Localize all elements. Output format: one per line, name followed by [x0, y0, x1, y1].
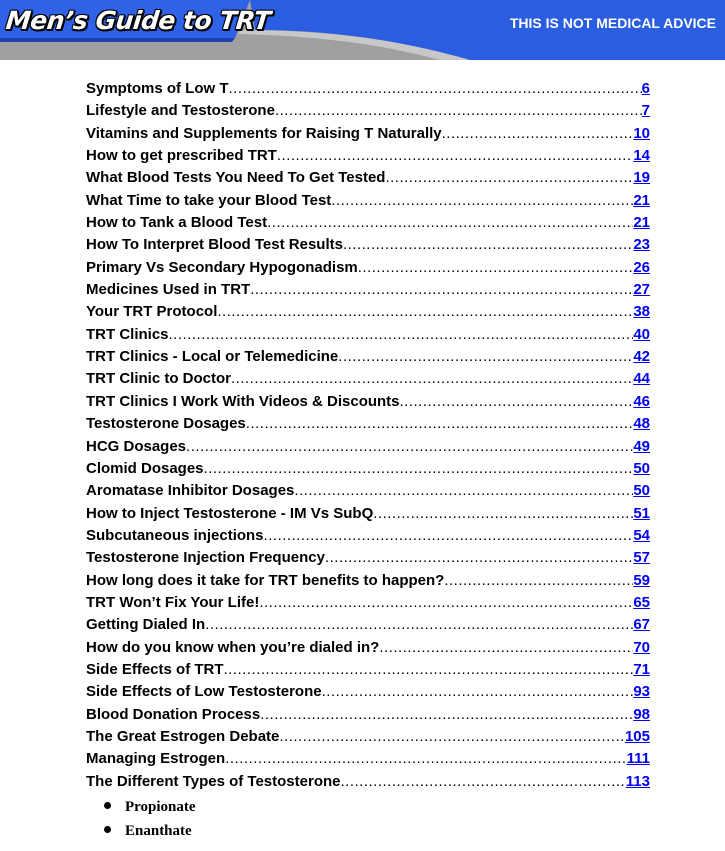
- toc-dot-leader: [373, 505, 633, 522]
- toc-entry-label: Clomid Dosages: [86, 459, 204, 477]
- toc-page-link[interactable]: 10: [633, 124, 650, 142]
- toc-page-link[interactable]: 70: [633, 638, 650, 656]
- toc-page-link[interactable]: 21: [633, 214, 650, 232]
- toc-entry[interactable]: [86, 393, 650, 415]
- list-item: [104, 820, 196, 844]
- toc-entry[interactable]: [86, 125, 650, 147]
- toc-entry-label: HCG Dosages: [86, 437, 187, 455]
- list-item: [104, 796, 196, 820]
- disclaimer-text: THIS IS NOT MEDICAL ADVICE: [509, 15, 716, 31]
- toc-entry[interactable]: [86, 303, 650, 325]
- toc-entry[interactable]: [86, 438, 650, 460]
- toc-dot-leader: [259, 594, 633, 611]
- toc-dot-leader: [340, 773, 625, 790]
- toc-entry[interactable]: [86, 259, 650, 281]
- toc-page-link[interactable]: 46: [633, 392, 650, 410]
- list-item-label: Enanthate: [125, 823, 192, 839]
- toc-entry[interactable]: [86, 639, 650, 661]
- toc-entry[interactable]: [86, 460, 650, 482]
- toc-entry-label: How to get prescribed TRT: [86, 147, 277, 165]
- toc-dot-leader: [267, 214, 633, 231]
- toc-dot-leader: [260, 706, 633, 723]
- toc-dot-leader: [205, 616, 633, 633]
- toc-dot-leader: [358, 259, 634, 276]
- toc-entry-label: The Great Estrogen Debate: [86, 727, 280, 745]
- toc-entry[interactable]: [86, 80, 650, 102]
- toc-page-link[interactable]: 48: [633, 415, 650, 433]
- toc-page-link[interactable]: 19: [633, 169, 650, 187]
- toc-entry[interactable]: [86, 102, 650, 124]
- toc-page-link[interactable]: 44: [633, 370, 650, 388]
- toc-page-link[interactable]: 57: [633, 549, 650, 567]
- toc-page-link[interactable]: 38: [633, 303, 650, 321]
- toc-dot-leader: [343, 236, 633, 253]
- toc-entry-label: Side Effects of Low Testosterone: [86, 683, 322, 701]
- toc-dot-leader: [186, 438, 633, 455]
- toc-page-link[interactable]: 54: [633, 526, 650, 544]
- toc-dot-leader: [275, 102, 642, 119]
- toc-entry[interactable]: [86, 594, 650, 616]
- toc-dot-leader: [442, 125, 634, 142]
- toc-page-link[interactable]: 113: [625, 772, 650, 790]
- toc-entry[interactable]: [86, 572, 650, 594]
- toc-page-link[interactable]: 111: [626, 750, 650, 768]
- toc-page-link[interactable]: 71: [633, 660, 650, 678]
- toc-dot-leader: [231, 370, 633, 387]
- toc-entry[interactable]: [86, 236, 650, 258]
- toc-page-link[interactable]: 42: [633, 348, 650, 366]
- toc-entry-label: How do you know when you’re dialed in?: [86, 638, 380, 656]
- header-banner: [0, 0, 725, 60]
- toc-entry-label: TRT Clinics: [86, 325, 169, 343]
- toc-dot-leader: [217, 303, 633, 320]
- toc-entry[interactable]: [86, 773, 650, 795]
- toc-entry[interactable]: [86, 750, 650, 772]
- bullet-icon: [104, 826, 111, 833]
- toc-page-link[interactable]: 50: [633, 482, 650, 500]
- toc-dot-leader: [444, 572, 633, 589]
- toc-dot-leader: [169, 326, 634, 343]
- toc-entry[interactable]: [86, 192, 650, 214]
- toc-entry-label: Vitamins and Supplements for Raising T Naturally: [86, 124, 442, 142]
- toc-dot-leader: [264, 527, 634, 544]
- toc-dot-leader: [229, 80, 642, 97]
- toc-entry-label: TRT Clinics I Work With Videos & Discounts: [86, 392, 400, 410]
- toc-dot-leader: [250, 281, 633, 298]
- toc-entry-label: What Blood Tests You Need To Get Tested: [86, 169, 386, 187]
- toc-entry-label: How to Tank a Blood Test: [86, 214, 268, 232]
- toc-entry[interactable]: [86, 683, 650, 705]
- toc-page-link[interactable]: 27: [633, 281, 650, 299]
- toc-entry-label: Your TRT Protocol: [86, 303, 218, 321]
- toc-page-link[interactable]: 7: [641, 102, 650, 120]
- toc-entry-label: Blood Donation Process: [86, 705, 261, 723]
- toc-entry-label: Lifestyle and Testosterone: [86, 102, 275, 120]
- toc-page-link[interactable]: 67: [633, 616, 650, 634]
- toc-entry[interactable]: [86, 214, 650, 236]
- toc-page-link[interactable]: 105: [624, 727, 650, 745]
- toc-entry-label: How To Interpret Blood Test Results: [86, 236, 343, 254]
- toc-dot-leader: [246, 415, 634, 432]
- toc-entry[interactable]: [86, 616, 650, 638]
- toc-dot-leader: [331, 192, 633, 209]
- toc-dot-leader: [294, 482, 633, 499]
- toc-entry[interactable]: [86, 370, 650, 392]
- toc-entry-label: Testosterone Dosages: [86, 415, 246, 433]
- toc-dot-leader: [338, 348, 633, 365]
- toc-dot-leader: [279, 728, 625, 745]
- toc-page-link[interactable]: 59: [633, 571, 650, 589]
- toc-dot-leader: [325, 549, 633, 566]
- toc-entry-label: Aromatase Inhibitor Dosages: [86, 482, 295, 500]
- toc-entry[interactable]: [86, 169, 650, 191]
- toc-entry[interactable]: [86, 326, 650, 348]
- toc-entry[interactable]: [86, 348, 650, 370]
- toc-entry[interactable]: [86, 415, 650, 437]
- toc-entry-label: Subcutaneous injections: [86, 526, 264, 544]
- toc-entry[interactable]: [86, 728, 650, 750]
- list-item-label: Propionate: [125, 799, 196, 815]
- toc-page-link[interactable]: 93: [633, 683, 650, 701]
- testosterone-types-list: [104, 796, 196, 844]
- toc-entry-label: Getting Dialed In: [86, 616, 206, 634]
- toc-dot-leader: [224, 661, 634, 678]
- toc-dot-leader: [385, 169, 633, 186]
- toc-page-link[interactable]: 26: [633, 258, 650, 276]
- toc-dot-leader: [322, 683, 634, 700]
- table-of-contents: [86, 80, 650, 795]
- toc-page-link[interactable]: 49: [633, 437, 650, 455]
- toc-entry[interactable]: [86, 482, 650, 504]
- toc-entry-label: What Time to take your Blood Test: [86, 191, 332, 209]
- toc-page-link[interactable]: 51: [633, 504, 650, 522]
- toc-entry-label: Testosterone Injection Frequency: [86, 549, 325, 567]
- toc-entry[interactable]: [86, 527, 650, 549]
- toc-entry[interactable]: [86, 661, 650, 683]
- toc-page-link[interactable]: 6: [641, 80, 650, 97]
- toc-entry-label: How long does it take for TRT benefits to happen?: [86, 571, 445, 589]
- toc-dot-leader: [277, 147, 633, 164]
- toc-entry-label: TRT Clinics - Local or Telemedicine: [86, 348, 339, 366]
- toc-dot-leader: [225, 750, 626, 767]
- toc-entry[interactable]: [86, 147, 650, 169]
- toc-dot-leader: [400, 393, 634, 410]
- toc-entry-label: Medicines Used in TRT: [86, 281, 251, 299]
- guide-title: Men’s Guide to TRT: [4, 6, 272, 35]
- toc-entry-label: The Different Types of Testosterone: [86, 772, 341, 790]
- bullet-icon: [104, 802, 111, 809]
- toc-page-link[interactable]: 98: [633, 705, 650, 723]
- toc-page-link[interactable]: 14: [633, 147, 650, 165]
- toc-entry-label: Managing Estrogen: [86, 750, 226, 768]
- toc-page-link[interactable]: 23: [633, 236, 650, 254]
- toc-dot-leader: [379, 639, 633, 656]
- toc-entry-label: TRT Clinic to Doctor: [86, 370, 231, 388]
- toc-page-link[interactable]: 50: [633, 459, 650, 477]
- toc-entry-label: TRT Won’t Fix Your Life!: [86, 593, 260, 611]
- toc-entry[interactable]: [86, 706, 650, 728]
- toc-entry[interactable]: [86, 505, 650, 527]
- toc-entry[interactable]: [86, 281, 650, 303]
- toc-dot-leader: [204, 460, 634, 477]
- toc-entry-label: Primary Vs Secondary Hypogonadism: [86, 258, 358, 276]
- toc-page-link[interactable]: 21: [633, 191, 650, 209]
- toc-entry-label: How to Inject Testosterone - IM Vs SubQ: [86, 504, 374, 522]
- toc-entry-label: Side Effects of TRT: [86, 660, 224, 678]
- toc-entry-label: Symptoms of Low T: [86, 80, 229, 97]
- toc-page-link[interactable]: 40: [633, 325, 650, 343]
- toc-entry[interactable]: [86, 549, 650, 571]
- toc-page-link[interactable]: 65: [633, 593, 650, 611]
